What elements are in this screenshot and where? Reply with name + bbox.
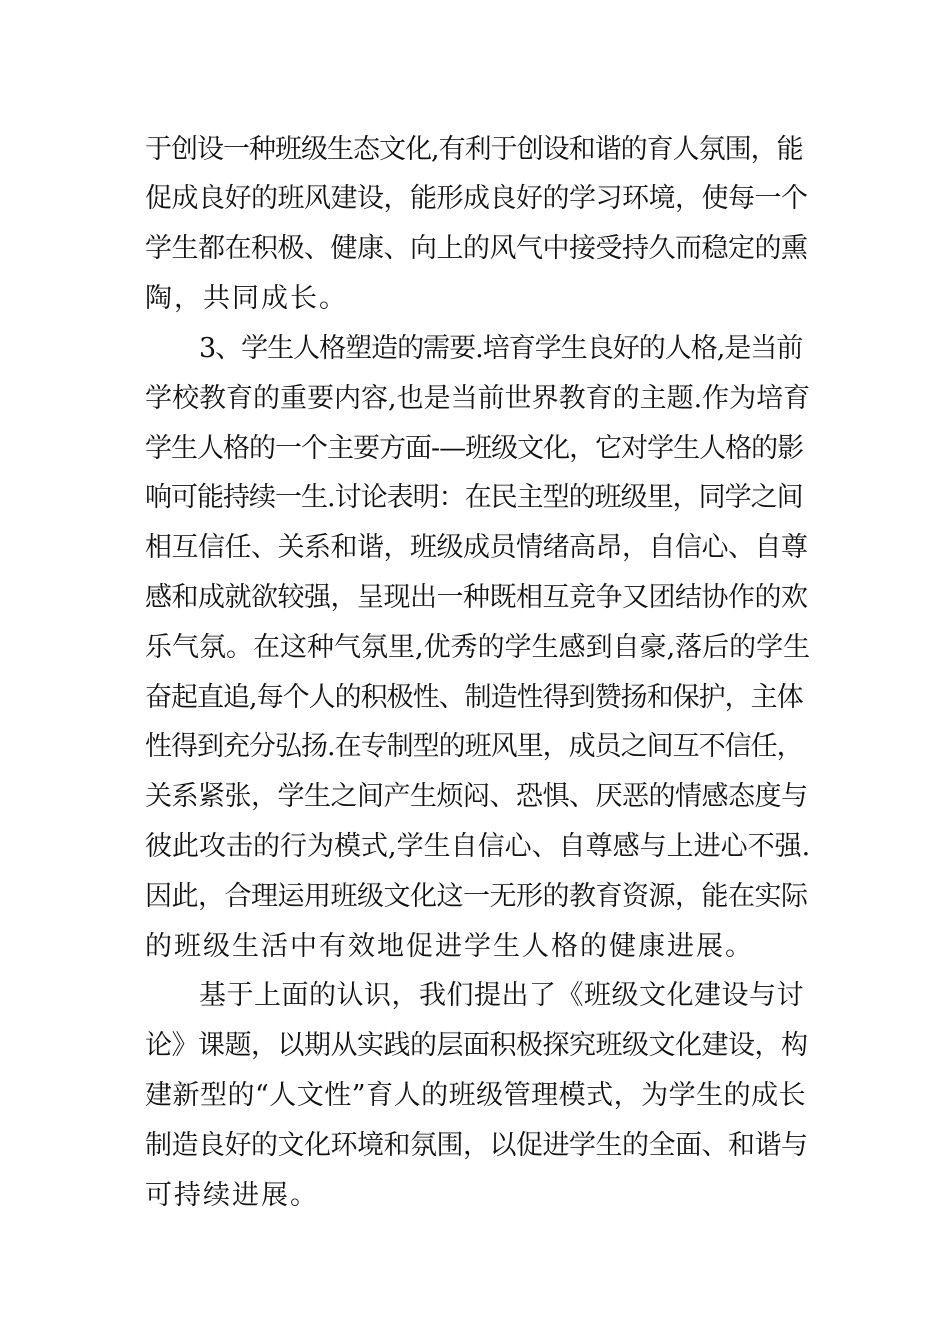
paragraph-2-line-9: 性得到充分弘扬.在专制型的班风里，成员之间互不信任， <box>145 731 803 762</box>
paragraph-2-line-7: 乐气氛。在这种气氛里,优秀的学生感到自豪,落后的学生 <box>145 632 811 663</box>
paragraph-2-line-5: 相互信任、关系和谐，班级成员情绪高昂，自信心、自尊 <box>145 532 808 563</box>
paragraph-2-line-3: 学生人格的一个主要方面-—班级文化，它对学生人格的影 <box>145 433 804 464</box>
paragraph-1-line-4: 陶，共同成长。 <box>145 283 348 314</box>
paragraph-2-line-12: 因此，合理运用班级文化这一无形的教育资源，能在实际 <box>145 881 808 912</box>
paragraph-2-line-13: 的班级生活中有效地促进学生人格的健康进展。 <box>145 931 754 962</box>
paragraph-1-line-1: 于创设一种班级生态文化,有利于创设和谐的育人氛围，能 <box>145 134 803 165</box>
paragraph-3-line-5: 可持续进展。 <box>145 1180 319 1211</box>
paragraph-2-line-2: 学校教育的重要内容,也是当前世界教育的主题.作为培育 <box>145 383 811 414</box>
paragraph-1-line-2: 促成良好的班风建设，能形成良好的学习环境，使每一个 <box>145 183 808 214</box>
paragraph-2-line-4: 响可能持续一生.讨论表明：在民主型的班级里，同学之间 <box>145 482 803 513</box>
paragraph-2-line-1: 3、学生人格塑造的需要.培育学生良好的人格,是当前 <box>199 333 803 364</box>
paragraph-2-line-10: 关系紧张，学生之间产生烦闷、恐惧、厌恶的情感态度与 <box>145 781 808 812</box>
paragraph-2-line-11: 彼此攻击的行为模式,学生自信心、自尊感与上进心不强. <box>145 831 811 862</box>
paragraph-2-line-6: 感和成就欲较强，呈现出一种既相互竞争又团结协作的欢 <box>145 582 808 613</box>
paragraph-2-line-8: 奋起直追,每个人的积极性、制造性得到赞扬和保护，主体 <box>145 682 803 713</box>
paragraph-3-line-3: 建新型的“人文性”育人的班级管理模式，为学生的成长 <box>145 1080 807 1111</box>
paragraph-1-line-3: 学生都在积极、健康、向上的风气中接受持久而稳定的熏 <box>145 233 808 264</box>
paragraph-3-line-1: 基于上面的认识，我们提出了《班级文化建设与讨 <box>199 980 804 1011</box>
paragraph-3-line-2: 论》课题，以期从实践的层面积极探究班级文化建设，构 <box>145 1030 808 1061</box>
paragraph-3-line-4: 制造良好的文化环境和氛围，以促进学生的全面、和谐与 <box>145 1130 808 1161</box>
